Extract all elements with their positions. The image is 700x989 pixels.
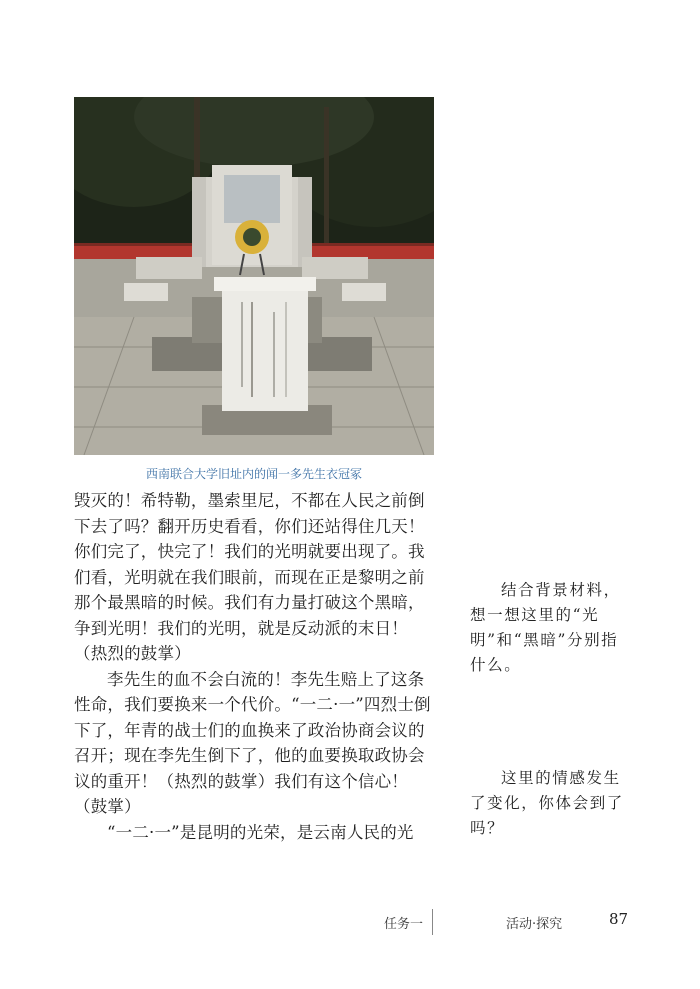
side-note — [470, 578, 630, 678]
page-number: 87 — [609, 910, 629, 928]
memorial-photo — [74, 97, 434, 455]
paragraph: 李先生的血不会白流的！李先生赔上了这条性命，我们要换来一个代价。“一二·一”四烈士倒下了，年青的战士们的血换来了政治协商会议的召开；现在李先生倒下了，他的血要换取政协会议的重开！（热烈的鼓掌）我们有这个信心！（鼓掌） — [74, 669, 431, 816]
side-note — [470, 766, 630, 841]
footer-activity-label: 活动·探究 — [506, 917, 563, 932]
paragraph: “一二·一”是昆明的光荣，是云南人民的光 — [107, 822, 414, 842]
main-text — [74, 488, 439, 845]
side-note-text: 这里的情感发生了变化，你体会到了吗？ — [470, 769, 624, 837]
paragraph: 毁灭的！希特勒，墨索里尼，不都在人民之前倒下去了吗？翻开历史看看，你们还站得住几天！你们完了，快完了！我们的光明就要出现了。我们看，光明就在我们眼前，而现在正是黎明之前那个最黑暗的时候。我们有力量打破这个黑暗，争到光明！我们的光明，就是反动派的末日！（热烈的鼓掌） — [74, 491, 425, 663]
photo-caption: 西南联合大学旧址内的闻一多先生衣冠冢 — [145, 467, 362, 481]
side-note-text: 结合背景材料，想一想这里的“光明”和“黑暗”分别指什么。 — [470, 581, 621, 674]
footer-divider — [432, 909, 433, 935]
footer-task-label: 任务一 — [384, 917, 424, 932]
